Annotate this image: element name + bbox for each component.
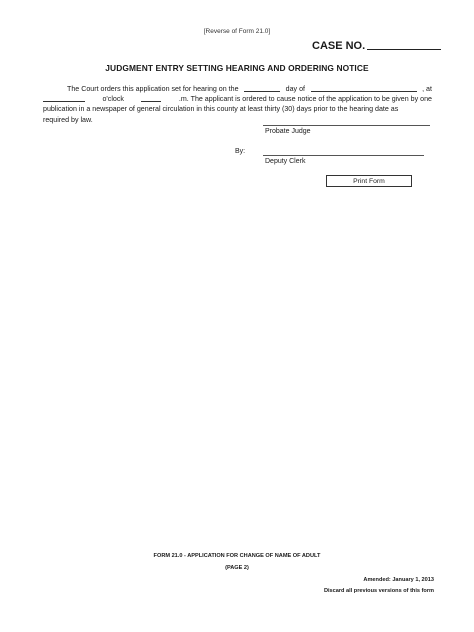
reverse-of-form-note: [Reverse of Form 21.0]: [203, 28, 271, 35]
discard-note: Discard all previous versions of this form: [323, 588, 434, 594]
case-number-row: [312, 39, 441, 52]
form-title: JUDGMENT ENTRY SETTING HEARING AND ORDERING NOTICE: [105, 63, 369, 73]
hearing-ampm-field[interactable]: [141, 94, 161, 102]
by-label: By:: [235, 148, 246, 155]
case-number-field[interactable]: [367, 39, 441, 50]
deputy-clerk-signature-line[interactable]: [263, 155, 424, 156]
order-line-4: [43, 115, 432, 125]
order-text-required: required by law.: [43, 115, 93, 124]
order-text-publication: publication in a newspaper of general circulation in this county at least thirty (30) days prior to the hearing date as: [43, 105, 399, 114]
probate-judge-signature-line[interactable]: [263, 125, 430, 126]
case-number-label: CASE NO.: [312, 40, 366, 52]
order-text-at: , at: [422, 85, 432, 93]
order-line-2: [43, 94, 432, 104]
footer-page-label: (PAGE 2): [225, 565, 249, 571]
hearing-month-field[interactable]: [311, 84, 417, 92]
order-text-oclock: o'clock: [102, 95, 124, 104]
order-line-3: [43, 104, 432, 114]
order-line-1: [43, 84, 432, 94]
order-paragraph: [43, 84, 432, 125]
hearing-day-field[interactable]: [244, 84, 280, 92]
order-text-notice: .m. The applicant is ordered to cause notice of the application to be given by one: [178, 95, 432, 104]
deputy-clerk-label: Deputy Clerk: [265, 158, 306, 165]
order-text-hearing: The Court orders this application set for hearing on the: [67, 85, 239, 93]
amended-date: Amended: January 1, 2013: [363, 577, 434, 583]
hearing-hour-field[interactable]: [43, 94, 85, 102]
probate-judge-label: Probate Judge: [265, 128, 311, 135]
order-text-day-of: day of: [285, 85, 305, 93]
print-form-button[interactable]: Print Form: [326, 175, 412, 187]
footer-form-title: FORM 21.0 - APPLICATION FOR CHANGE OF NAME OF ADULT: [153, 553, 321, 559]
